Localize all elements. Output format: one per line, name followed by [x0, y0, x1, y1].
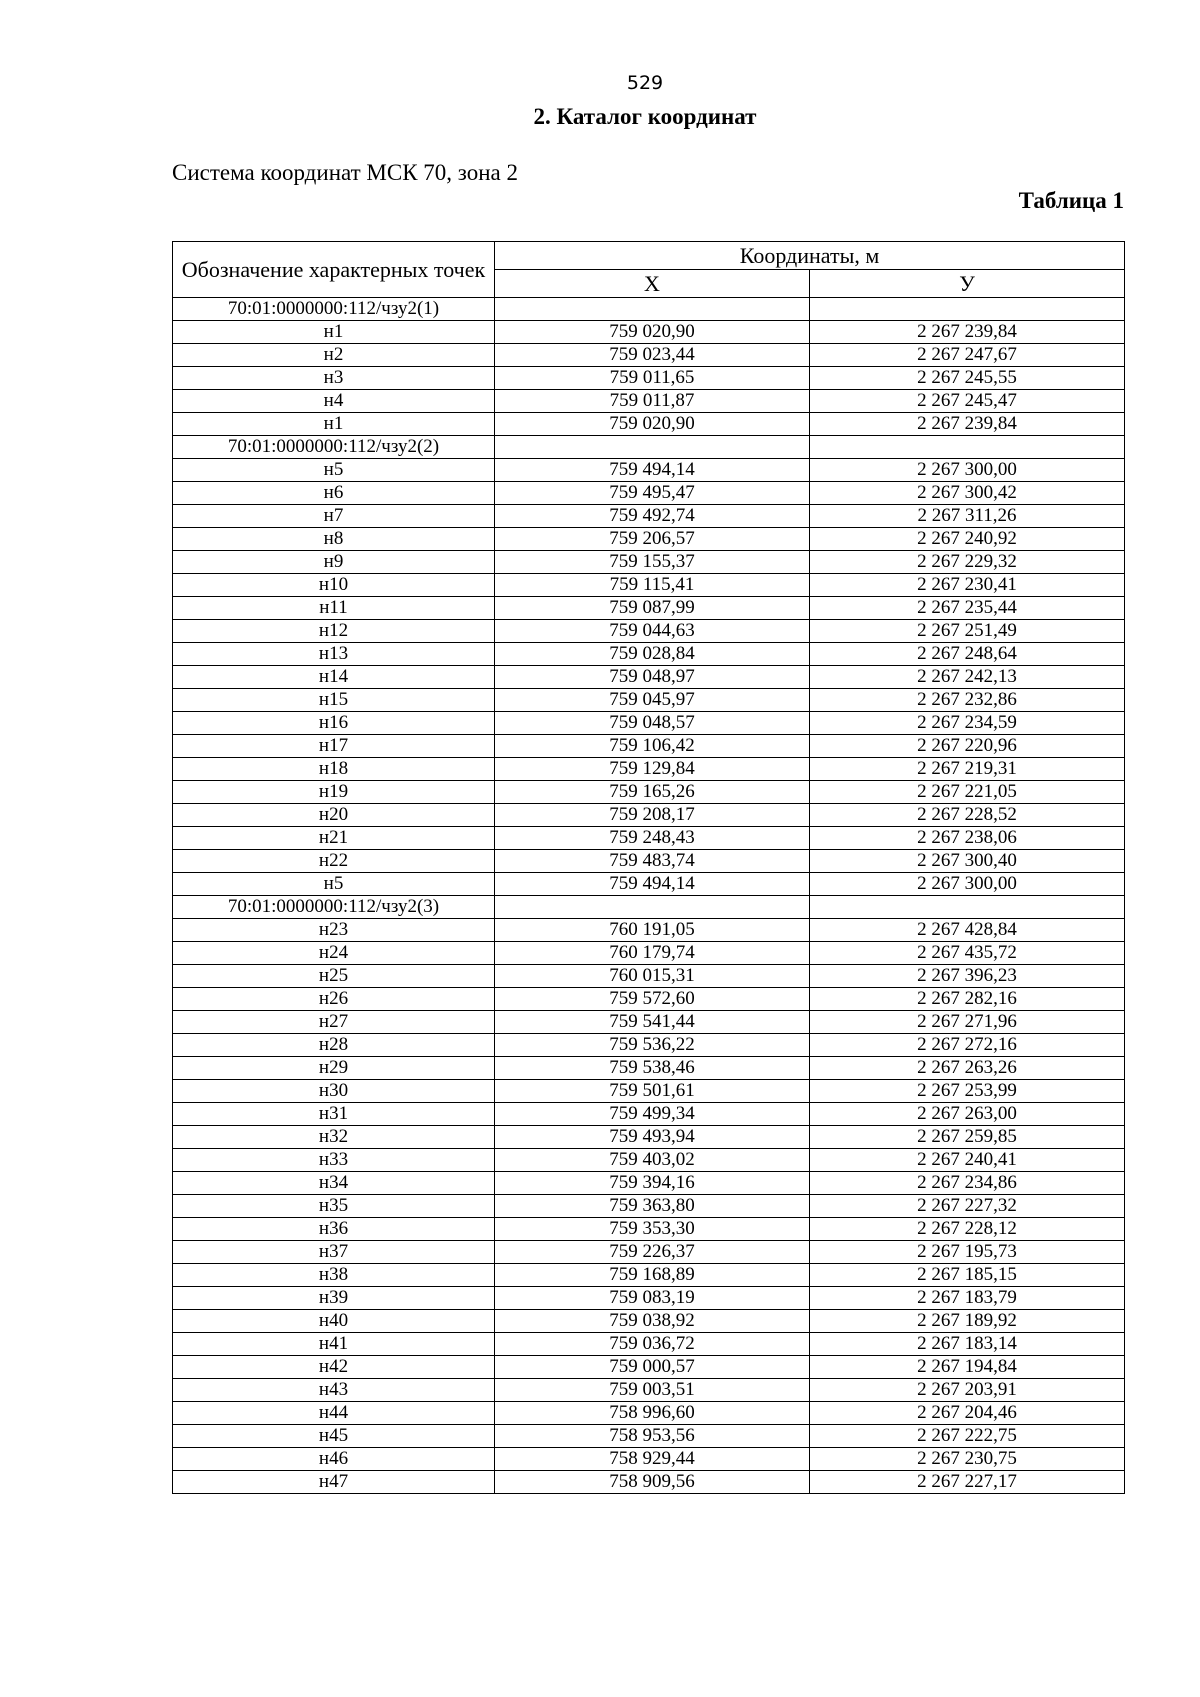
x-coordinate-cell: 759 036,72 — [495, 1333, 810, 1356]
group-empty-cell — [810, 298, 1125, 321]
y-coordinate-cell: 2 267 204,46 — [810, 1402, 1125, 1425]
y-coordinate-cell: 2 267 221,05 — [810, 781, 1125, 804]
point-name-cell: н8 — [173, 528, 495, 551]
group-empty-cell — [495, 298, 810, 321]
table-row — [173, 344, 1125, 367]
y-coordinate-cell: 2 267 183,79 — [810, 1287, 1125, 1310]
x-coordinate-cell: 759 394,16 — [495, 1172, 810, 1195]
x-coordinate-cell: 759 020,90 — [495, 413, 810, 436]
point-name-cell: н7 — [173, 505, 495, 528]
point-name-cell: н33 — [173, 1149, 495, 1172]
point-name-cell: н32 — [173, 1126, 495, 1149]
y-coordinate-cell: 2 267 240,41 — [810, 1149, 1125, 1172]
group-empty-cell — [810, 436, 1125, 459]
point-name-cell: н41 — [173, 1333, 495, 1356]
table-row — [173, 1425, 1125, 1448]
point-name-cell: н39 — [173, 1287, 495, 1310]
x-coordinate-cell: 760 179,74 — [495, 942, 810, 965]
y-coordinate-cell: 2 267 242,13 — [810, 666, 1125, 689]
table-row — [173, 919, 1125, 942]
table-row — [173, 1241, 1125, 1264]
point-name-cell: н42 — [173, 1356, 495, 1379]
y-coordinate-cell: 2 267 435,72 — [810, 942, 1125, 965]
table-row — [173, 413, 1125, 436]
x-coordinate-cell: 759 538,46 — [495, 1057, 810, 1080]
table-row — [173, 1057, 1125, 1080]
point-name-cell: н22 — [173, 850, 495, 873]
x-coordinate-cell: 759 536,22 — [495, 1034, 810, 1057]
y-coordinate-cell: 2 267 203,91 — [810, 1379, 1125, 1402]
table-row — [173, 1172, 1125, 1195]
table-row — [173, 1218, 1125, 1241]
x-coordinate-cell: 759 541,44 — [495, 1011, 810, 1034]
table-row — [173, 1149, 1125, 1172]
y-coordinate-cell: 2 267 300,00 — [810, 459, 1125, 482]
y-coordinate-cell: 2 267 300,42 — [810, 482, 1125, 505]
y-coordinate-cell: 2 267 230,75 — [810, 1448, 1125, 1471]
point-name-cell: н36 — [173, 1218, 495, 1241]
table-row — [173, 1379, 1125, 1402]
y-coordinate-cell: 2 267 195,73 — [810, 1241, 1125, 1264]
point-name-cell: н34 — [173, 1172, 495, 1195]
table-header — [173, 242, 1125, 298]
table-row — [173, 1264, 1125, 1287]
table-row — [173, 689, 1125, 712]
x-coordinate-cell: 759 494,14 — [495, 873, 810, 896]
table-row — [173, 528, 1125, 551]
table-body — [173, 298, 1125, 1494]
y-coordinate-cell: 2 267 234,59 — [810, 712, 1125, 735]
y-coordinate-cell: 2 267 227,32 — [810, 1195, 1125, 1218]
y-coordinate-cell: 2 267 245,55 — [810, 367, 1125, 390]
point-name-cell: н28 — [173, 1034, 495, 1057]
point-name-cell: н30 — [173, 1080, 495, 1103]
point-name-cell: н26 — [173, 988, 495, 1011]
group-empty-cell — [810, 896, 1125, 919]
table-row — [173, 505, 1125, 528]
x-coordinate-cell: 759 483,74 — [495, 850, 810, 873]
table-row — [173, 1080, 1125, 1103]
group-row — [173, 436, 1125, 459]
y-coordinate-cell: 2 267 239,84 — [810, 321, 1125, 344]
x-coordinate-cell: 759 020,90 — [495, 321, 810, 344]
table-row — [173, 850, 1125, 873]
y-coordinate-cell: 2 267 239,84 — [810, 413, 1125, 436]
table-row — [173, 1333, 1125, 1356]
coordinates-table — [172, 241, 1125, 1494]
point-name-cell: н40 — [173, 1310, 495, 1333]
point-name-cell: н43 — [173, 1379, 495, 1402]
point-name-cell: н21 — [173, 827, 495, 850]
table-row — [173, 781, 1125, 804]
x-coordinate-cell: 759 106,42 — [495, 735, 810, 758]
table-row — [173, 1402, 1125, 1425]
point-name-cell: н25 — [173, 965, 495, 988]
table-row — [173, 321, 1125, 344]
x-coordinate-cell: 759 499,34 — [495, 1103, 810, 1126]
y-coordinate-cell: 2 267 219,31 — [810, 758, 1125, 781]
x-coordinate-cell: 759 403,02 — [495, 1149, 810, 1172]
point-name-cell: н47 — [173, 1471, 495, 1494]
point-name-cell: н16 — [173, 712, 495, 735]
point-name-cell: н1 — [173, 321, 495, 344]
point-name-cell: н11 — [173, 597, 495, 620]
x-coordinate-cell: 759 048,57 — [495, 712, 810, 735]
point-name-cell: н13 — [173, 643, 495, 666]
point-name-cell: н2 — [173, 344, 495, 367]
x-coordinate-cell: 759 028,84 — [495, 643, 810, 666]
x-coordinate-cell: 759 038,92 — [495, 1310, 810, 1333]
point-name-cell: н35 — [173, 1195, 495, 1218]
table-row — [173, 1195, 1125, 1218]
point-name-cell: н27 — [173, 1011, 495, 1034]
table-row — [173, 942, 1125, 965]
x-coordinate-cell: 758 996,60 — [495, 1402, 810, 1425]
point-name-cell: н12 — [173, 620, 495, 643]
group-title: 70:01:0000000:112/чзу2(3) — [173, 896, 495, 919]
table-row — [173, 712, 1125, 735]
x-coordinate-cell: 759 045,97 — [495, 689, 810, 712]
x-coordinate-cell: 759 155,37 — [495, 551, 810, 574]
point-name-cell: н14 — [173, 666, 495, 689]
point-name-cell: н6 — [173, 482, 495, 505]
header-points: Обозначение характерных точек — [173, 242, 495, 298]
x-coordinate-cell: 759 003,51 — [495, 1379, 810, 1402]
x-coordinate-cell: 760 191,05 — [495, 919, 810, 942]
point-name-cell: н9 — [173, 551, 495, 574]
y-coordinate-cell: 2 267 248,64 — [810, 643, 1125, 666]
table-row — [173, 965, 1125, 988]
point-name-cell: н38 — [173, 1264, 495, 1287]
y-coordinate-cell: 2 267 228,12 — [810, 1218, 1125, 1241]
y-coordinate-cell: 2 267 227,17 — [810, 1471, 1125, 1494]
table-row — [173, 1448, 1125, 1471]
group-empty-cell — [495, 896, 810, 919]
x-coordinate-cell: 759 044,63 — [495, 620, 810, 643]
table-row — [173, 1011, 1125, 1034]
point-name-cell: н4 — [173, 390, 495, 413]
x-coordinate-cell: 759 493,94 — [495, 1126, 810, 1149]
y-coordinate-cell: 2 267 396,23 — [810, 965, 1125, 988]
point-name-cell: н45 — [173, 1425, 495, 1448]
x-coordinate-cell: 759 048,97 — [495, 666, 810, 689]
point-name-cell: н17 — [173, 735, 495, 758]
group-title: 70:01:0000000:112/чзу2(1) — [173, 298, 495, 321]
point-name-cell: н5 — [173, 459, 495, 482]
y-coordinate-cell: 2 267 251,49 — [810, 620, 1125, 643]
point-name-cell: н15 — [173, 689, 495, 712]
table-row — [173, 643, 1125, 666]
group-title: 70:01:0000000:112/чзу2(2) — [173, 436, 495, 459]
table-row — [173, 459, 1125, 482]
x-coordinate-cell: 759 206,57 — [495, 528, 810, 551]
y-coordinate-cell: 2 267 263,00 — [810, 1103, 1125, 1126]
x-coordinate-cell: 759 087,99 — [495, 597, 810, 620]
table-row — [173, 666, 1125, 689]
table-row — [173, 620, 1125, 643]
y-coordinate-cell: 2 267 271,96 — [810, 1011, 1125, 1034]
y-coordinate-cell: 2 267 253,99 — [810, 1080, 1125, 1103]
section-title: 2. Каталог координат — [533, 104, 757, 129]
table-row — [173, 1310, 1125, 1333]
y-coordinate-cell: 2 267 189,92 — [810, 1310, 1125, 1333]
y-coordinate-cell: 2 267 230,41 — [810, 574, 1125, 597]
point-name-cell: н44 — [173, 1402, 495, 1425]
table-row — [173, 367, 1125, 390]
point-name-cell: н18 — [173, 758, 495, 781]
point-name-cell: н23 — [173, 919, 495, 942]
y-coordinate-cell: 2 267 228,52 — [810, 804, 1125, 827]
table-row — [173, 1356, 1125, 1379]
point-name-cell: н24 — [173, 942, 495, 965]
y-coordinate-cell: 2 267 235,44 — [810, 597, 1125, 620]
x-coordinate-cell: 759 226,37 — [495, 1241, 810, 1264]
point-name-cell: н1 — [173, 413, 495, 436]
y-coordinate-cell: 2 267 245,47 — [810, 390, 1125, 413]
group-row — [173, 896, 1125, 919]
point-name-cell: н29 — [173, 1057, 495, 1080]
x-coordinate-cell: 759 353,30 — [495, 1218, 810, 1241]
y-coordinate-cell: 2 267 234,86 — [810, 1172, 1125, 1195]
point-name-cell: н37 — [173, 1241, 495, 1264]
x-coordinate-cell: 759 083,19 — [495, 1287, 810, 1310]
table-row — [173, 758, 1125, 781]
x-coordinate-cell: 759 208,17 — [495, 804, 810, 827]
table-caption: Таблица 1 — [1018, 188, 1124, 213]
y-coordinate-cell: 2 267 300,00 — [810, 873, 1125, 896]
table-row — [173, 390, 1125, 413]
table-row — [173, 597, 1125, 620]
header-coordinates: Координаты, м — [495, 242, 1125, 270]
table-row — [173, 1287, 1125, 1310]
table-row — [173, 1034, 1125, 1057]
table-row — [173, 804, 1125, 827]
table-row — [173, 482, 1125, 505]
x-coordinate-cell: 759 501,61 — [495, 1080, 810, 1103]
y-coordinate-cell: 2 267 194,84 — [810, 1356, 1125, 1379]
y-coordinate-cell: 2 267 259,85 — [810, 1126, 1125, 1149]
y-coordinate-cell: 2 267 229,32 — [810, 551, 1125, 574]
table-row — [173, 1471, 1125, 1494]
x-coordinate-cell: 759 492,74 — [495, 505, 810, 528]
x-coordinate-cell: 759 000,57 — [495, 1356, 810, 1379]
y-coordinate-cell: 2 267 240,92 — [810, 528, 1125, 551]
y-coordinate-cell: 2 267 222,75 — [810, 1425, 1125, 1448]
x-coordinate-cell: 759 248,43 — [495, 827, 810, 850]
y-coordinate-cell: 2 267 282,16 — [810, 988, 1125, 1011]
x-coordinate-cell: 759 363,80 — [495, 1195, 810, 1218]
point-name-cell: н5 — [173, 873, 495, 896]
table-row — [173, 827, 1125, 850]
group-empty-cell — [495, 436, 810, 459]
x-coordinate-cell: 758 909,56 — [495, 1471, 810, 1494]
x-coordinate-cell: 760 015,31 — [495, 965, 810, 988]
x-coordinate-cell: 759 495,47 — [495, 482, 810, 505]
y-coordinate-cell: 2 267 428,84 — [810, 919, 1125, 942]
header-y: У — [810, 270, 1125, 298]
y-coordinate-cell: 2 267 183,14 — [810, 1333, 1125, 1356]
table-row — [173, 574, 1125, 597]
y-coordinate-cell: 2 267 185,15 — [810, 1264, 1125, 1287]
x-coordinate-cell: 759 023,44 — [495, 344, 810, 367]
group-row — [173, 298, 1125, 321]
point-name-cell: н10 — [173, 574, 495, 597]
table-row — [173, 551, 1125, 574]
point-name-cell: н3 — [173, 367, 495, 390]
table-row — [173, 873, 1125, 896]
page-number: 529 — [626, 72, 664, 94]
header-x: X — [495, 270, 810, 298]
x-coordinate-cell: 759 168,89 — [495, 1264, 810, 1287]
point-name-cell: н20 — [173, 804, 495, 827]
y-coordinate-cell: 2 267 263,26 — [810, 1057, 1125, 1080]
x-coordinate-cell: 758 929,44 — [495, 1448, 810, 1471]
x-coordinate-cell: 758 953,56 — [495, 1425, 810, 1448]
table-row — [173, 1103, 1125, 1126]
y-coordinate-cell: 2 267 220,96 — [810, 735, 1125, 758]
point-name-cell: н19 — [173, 781, 495, 804]
y-coordinate-cell: 2 267 272,16 — [810, 1034, 1125, 1057]
table-row — [173, 988, 1125, 1011]
coordinate-system-label: Система координат МСК 70, зона 2 — [172, 160, 519, 185]
table-row — [173, 735, 1125, 758]
y-coordinate-cell: 2 267 247,67 — [810, 344, 1125, 367]
x-coordinate-cell: 759 572,60 — [495, 988, 810, 1011]
x-coordinate-cell: 759 011,65 — [495, 367, 810, 390]
y-coordinate-cell: 2 267 232,86 — [810, 689, 1125, 712]
x-coordinate-cell: 759 129,84 — [495, 758, 810, 781]
y-coordinate-cell: 2 267 300,40 — [810, 850, 1125, 873]
y-coordinate-cell: 2 267 311,26 — [810, 505, 1125, 528]
x-coordinate-cell: 759 165,26 — [495, 781, 810, 804]
point-name-cell: н46 — [173, 1448, 495, 1471]
point-name-cell: н31 — [173, 1103, 495, 1126]
y-coordinate-cell: 2 267 238,06 — [810, 827, 1125, 850]
x-coordinate-cell: 759 494,14 — [495, 459, 810, 482]
x-coordinate-cell: 759 011,87 — [495, 390, 810, 413]
x-coordinate-cell: 759 115,41 — [495, 574, 810, 597]
table-row — [173, 1126, 1125, 1149]
